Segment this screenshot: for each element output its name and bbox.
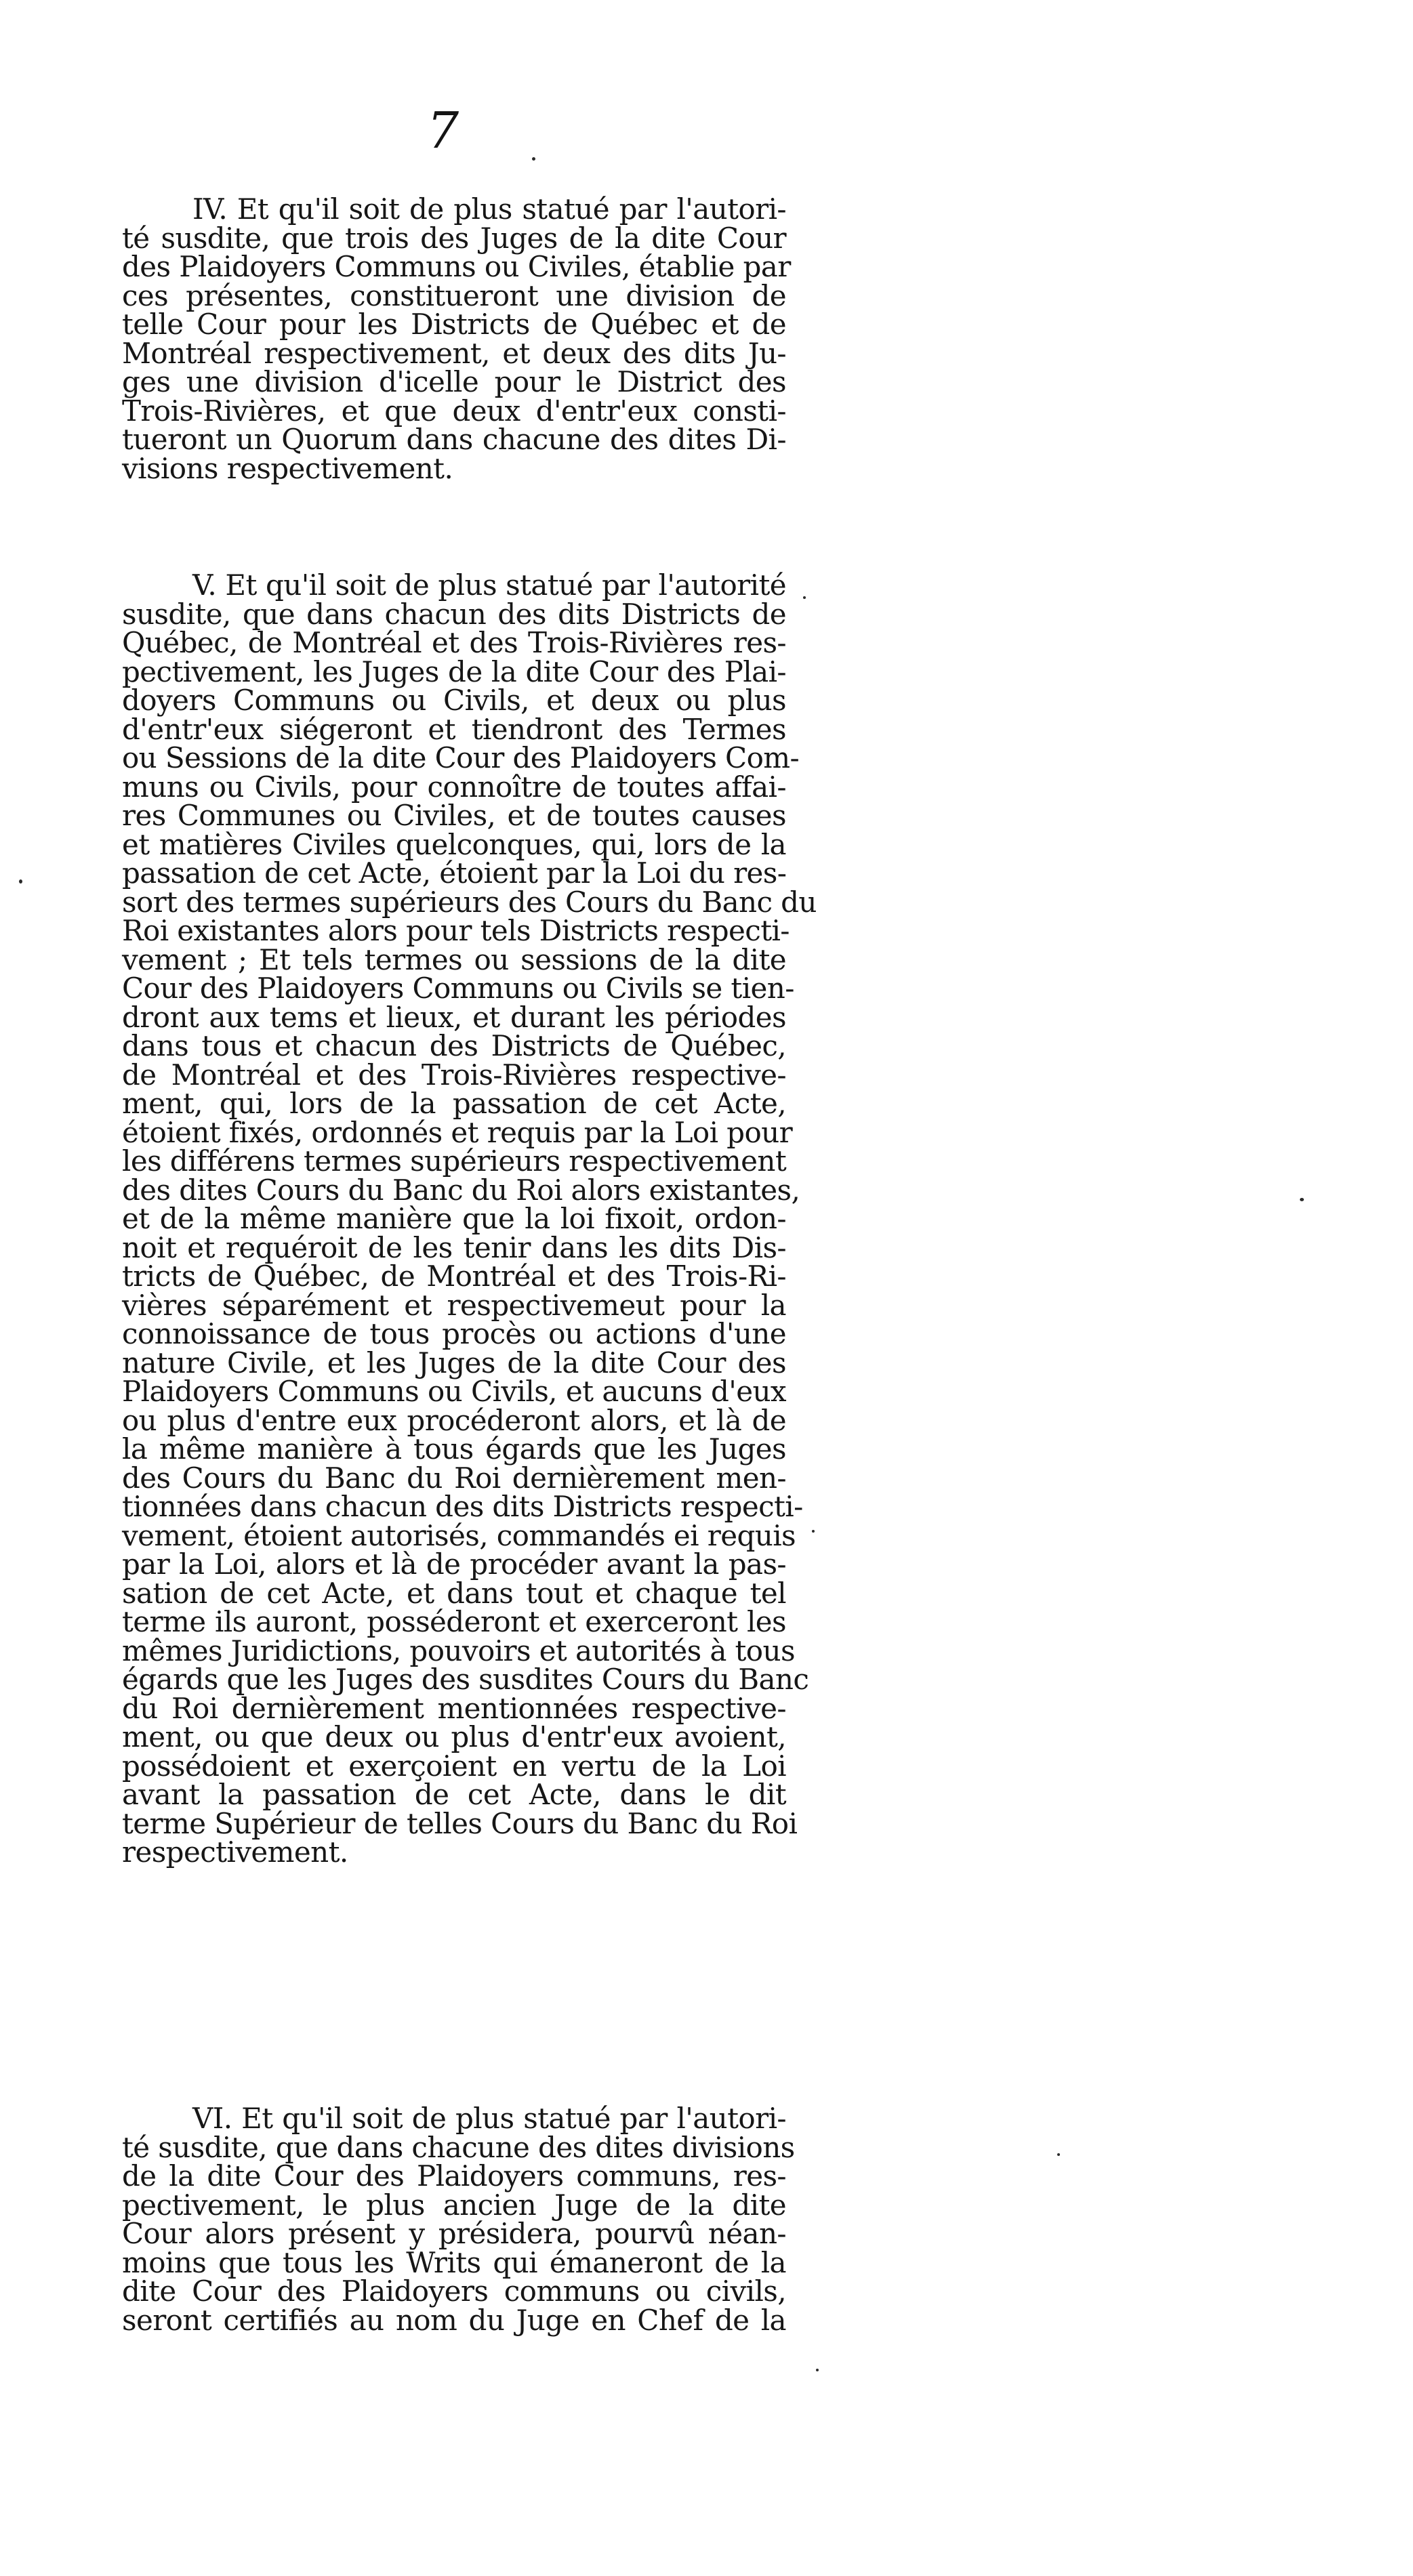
article-vi-line: seront certifiés au nom du Juge en Chef de la <box>122 2303 786 2337</box>
article-v-line: Cour des Plaidoyers Communs ou Civils se tien- <box>122 972 794 1005</box>
article-v-line: dront aux tems et lieux, et durant les périodes <box>122 1000 786 1034</box>
article-v-line: possédoient et exerçoient en vertu de la Loi <box>122 1749 786 1783</box>
article-iv <box>122 192 791 485</box>
article-vi-line: té susdite, que dans chacune des dites divisions <box>122 2130 795 2164</box>
article-v-line: vières séparément et respectivemeut pour la <box>122 1288 786 1322</box>
article-v-line: nature Civile, et les Juges de la dite Cour des <box>122 1346 786 1379</box>
article-v-line: par la Loi, alors et là de procéder avant la pas- <box>122 1547 786 1581</box>
article-vi-line: dite Cour des Plaidoyers communs ou civils, <box>122 2274 786 2308</box>
article-v-line: Plaidoyers Communs ou Civils, et aucuns d'eux <box>122 1375 786 1408</box>
article-v-line: ment, ou que deux ou plus d'entr'eux avoient, <box>122 1720 786 1753</box>
article-v-line: muns ou Civils, pour connoître de toutes affai- <box>122 770 786 804</box>
article-v-line: doyers Communs ou Civils, et deux ou plus <box>122 684 786 717</box>
article-v-line: terme Supérieur de telles Cours du Banc du Roi <box>122 1806 798 1840</box>
article-v-line: vement, étoient autorisés, commandés ei requis <box>122 1518 796 1552</box>
article-vi-line: Cour alors présent y présidera, pourvû néan- <box>122 2217 786 2250</box>
page-number: 7 <box>427 102 459 160</box>
article-v-line: mêmes Juridictions, pouvoirs et autorités à tous <box>122 1634 795 1667</box>
article-v-line: V. Et qu'il soit de plus statué par l'autorité <box>192 568 786 602</box>
article-iv-line: visions respectivement. <box>122 451 453 485</box>
article-v-line: dans tous et chacun des Districts de Québec, <box>122 1029 786 1062</box>
article-v-line: tricts de Québec, de Montréal et des Trois-Ri- <box>122 1260 786 1293</box>
article-iv-line: ces présentes, constitueront une division de <box>122 278 786 312</box>
article-v-line: terme ils auront, posséderont et exerceront les <box>122 1605 786 1638</box>
article-v-line: passation de cet Acte, étoient par la Loi du res- <box>122 856 787 890</box>
article-v <box>122 568 817 1869</box>
article-v-line: avant la passation de cet Acte, dans le dit <box>122 1778 786 1811</box>
scan-speck <box>803 596 806 599</box>
article-v-line: et matières Civiles quelconques, qui, lors de la <box>122 827 786 861</box>
scan-speck <box>1057 2153 1060 2156</box>
article-iv-line: telle Cour pour les Districts de Québec et de <box>122 308 786 341</box>
article-v-line: pectivement, les Juges de la dite Cour des Plai- <box>122 655 786 688</box>
article-v-line: tionnées dans chacun des dits Districts respecti- <box>122 1490 803 1523</box>
article-iv-line: des Plaidoyers Communs ou Civiles, établie par <box>122 250 791 283</box>
article-vi-line: pectivement, le plus ancien Juge de la dite <box>122 2188 786 2222</box>
article-v-line: ou plus d'entre eux procéderont alors, et là de <box>122 1403 786 1437</box>
article-vi <box>122 2102 795 2337</box>
article-v-line: les différens termes supérieurs respectivement <box>122 1144 787 1178</box>
article-vi-line: moins que tous les Writs qui émaneront de la <box>122 2245 786 2279</box>
article-v-line: sation de cet Acte, et dans tout et chaque tel <box>122 1576 786 1610</box>
article-v-line: étoient fixés, ordonnés et requis par la Loi pour <box>122 1115 793 1149</box>
article-v-line: et de la même manière que la loi fixoit, ordon- <box>122 1202 786 1235</box>
article-v-line: d'entr'eux siégeront et tiendront des Termes <box>122 712 786 746</box>
article-v-line: Roi existantes alors pour tels Districts respecti- <box>122 914 790 947</box>
article-iv-line: tueront un Quorum dans chacune des dites Di- <box>122 423 786 456</box>
article-v-line: égards que les Juges des susdites Cours du Banc <box>122 1663 809 1696</box>
article-v-line: de Montréal et des Trois-Rivières respective- <box>122 1058 786 1092</box>
article-iv-line: Trois-Rivières, et que deux d'entr'eux consti- <box>122 394 786 428</box>
article-v-line: susdite, que dans chacun des dits Districts de <box>122 597 786 631</box>
article-v-line: vement ; Et tels termes ou sessions de la dite <box>122 942 786 976</box>
article-v-line: ment, qui, lors de la passation de cet Acte, <box>122 1087 786 1120</box>
article-vi-line: VI. Et qu'il soit de plus statué par l'autori- <box>192 2102 786 2135</box>
article-vi-line: de la dite Cour des Plaidoyers communs, res- <box>122 2159 786 2193</box>
article-iv-line: Montréal respectivement, et deux des dits Ju- <box>122 336 786 370</box>
article-v-line: connoissance de tous procès ou actions d'une <box>122 1317 786 1350</box>
scan-speck <box>812 1530 815 1533</box>
scan-speck <box>19 879 22 884</box>
article-v-line: noit et requéroit de les tenir dans les dits Dis- <box>122 1230 786 1264</box>
article-iv-line: IV. Et qu'il soit de plus statué par l'autori- <box>192 192 786 226</box>
scan-speck <box>1300 1198 1304 1201</box>
article-v-line: sort des termes supérieurs des Cours du Banc du <box>122 885 817 919</box>
article-v-line: respectivement. <box>122 1835 348 1869</box>
article-iv-line: té susdite, que trois des Juges de la dite Cour <box>122 221 786 255</box>
article-v-line: des Cours du Banc du Roi dernièrement men- <box>122 1461 786 1495</box>
article-v-line: des dites Cours du Banc du Roi alors existantes, <box>122 1173 800 1207</box>
article-iv-line: ges une division d'icelle pour le District des <box>122 365 786 398</box>
article-v-line: res Communes ou Civiles, et de toutes causes <box>122 799 786 832</box>
article-v-line: Québec, de Montréal et des Trois-Rivières res- <box>122 626 786 659</box>
scan-speck <box>532 157 535 161</box>
article-v-line: la même manière à tous égards que les Juges <box>122 1432 786 1466</box>
scan-speck <box>816 2369 819 2371</box>
article-v-line: du Roi dernièrement mentionnées respective- <box>122 1691 786 1725</box>
article-v-line: ou Sessions de la dite Cour des Plaidoyers Com- <box>122 741 800 774</box>
